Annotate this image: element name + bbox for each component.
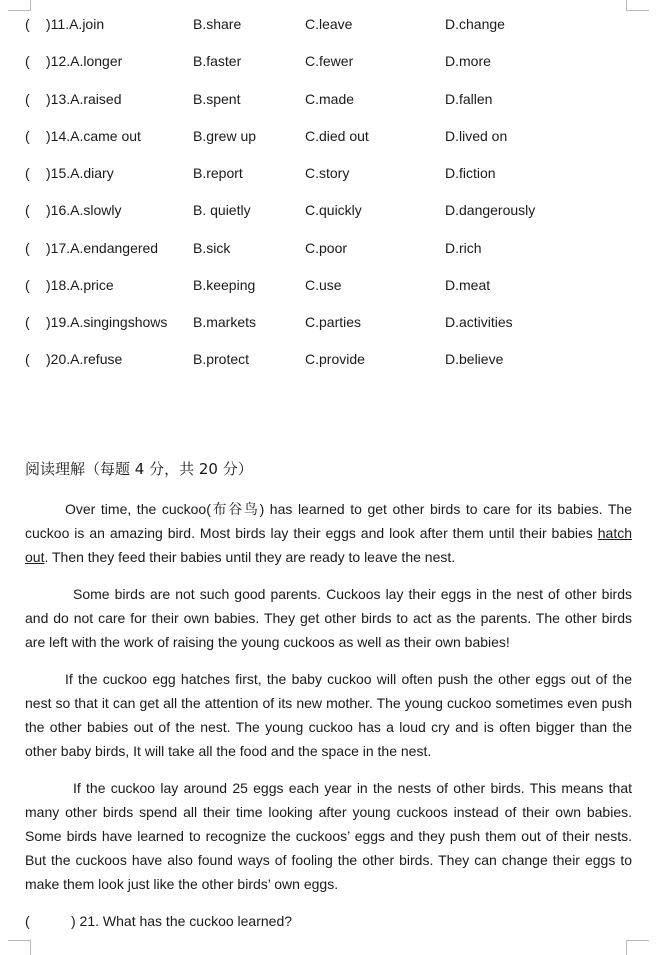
question-row	[0, 311, 657, 333]
question-row	[0, 162, 657, 184]
option-a: )15.A.diary	[46, 165, 114, 181]
option-b: B.grew up	[193, 128, 257, 144]
option-a: )12.A.longer	[46, 53, 123, 69]
option-c: C.story	[305, 165, 350, 181]
option-b: B. quietly	[193, 202, 251, 218]
option-d: D.lived on	[445, 128, 508, 144]
question-row	[0, 348, 657, 370]
option-c: C.parties	[305, 314, 362, 330]
option-c: C.made	[305, 91, 355, 107]
option-d: D.more	[445, 53, 491, 69]
page-corner-mark	[626, 940, 649, 955]
option-d: D.dangerously	[445, 202, 536, 218]
question-row	[0, 13, 657, 35]
answer-blank: (	[25, 913, 30, 929]
option-b: B.keeping	[193, 277, 256, 293]
answer-blank: (	[25, 128, 30, 144]
passage-text: If the cuckoo lay around 25 eggs each year in the nests of other birds. This means that many other birds spend all their time looking after young cuckoos instead of their own babies. Some birds have learned to recognize the cuckoos’ eggs and they push them out of their nests. But the cuckoos have also found ways of fooling the other birds. They can change their eggs to make them look just like the other birds’ own eggs.	[25, 780, 632, 892]
option-b: B.spent	[193, 91, 241, 107]
option-c: C.fewer	[305, 53, 354, 69]
answer-blank: (	[25, 240, 30, 256]
answer-blank: (	[25, 16, 30, 32]
option-a: )18.A.price	[46, 277, 114, 293]
option-b: B.sick	[193, 240, 231, 256]
question-row	[0, 125, 657, 147]
question-text: ) 21. What has the cuckoo learned?	[71, 913, 293, 929]
page-corner-mark	[626, 0, 649, 11]
passage-text: If the cuckoo egg hatches first, the baby cuckoo will often push the other eggs out of the nest so that it can get all the attention of its new mother. The young cuckoo sometimes even push the other babies out of the nest. The young cuckoo has a loud cry and is often bigger than the other baby birds, It will take all the food and the space in the nest.	[25, 671, 632, 759]
question-row	[0, 237, 657, 259]
underlined-phrase: hatch out	[25, 525, 632, 565]
passage-text: Over time, the cuckoo(布谷鸟) has learned to get other birds to care for its babies. The cuckoo is an amazing bird. Most birds lay their eggs and look after them until their babies	[25, 501, 632, 541]
option-d: D.fallen	[445, 91, 493, 107]
option-d: D.meat	[445, 277, 491, 293]
option-c: C.leave	[305, 16, 353, 32]
option-d: D.believe	[445, 351, 504, 367]
page-corner-mark	[8, 0, 31, 11]
passage-text: . Then they feed their babies until they are ready to leave the nest.	[44, 549, 456, 565]
section-title: 阅读理解（每题 4 分，共 20 分）	[25, 460, 253, 478]
option-d: D.fiction	[445, 165, 496, 181]
option-d: D.change	[445, 16, 505, 32]
option-c: C.provide	[305, 351, 365, 367]
option-a: )13.A.raised	[46, 91, 122, 107]
passage-paragraph-3	[25, 667, 632, 763]
question-row	[0, 274, 657, 296]
option-c: C.died out	[305, 128, 369, 144]
passage-text: Some birds are not such good parents. Cuckoos lay their eggs in the nest of other birds and do not care for their own babies. They get other birds to act as the parents. The other birds are left with the work of raising the young cuckoos as well as their own babies!	[25, 586, 632, 650]
option-b: B.protect	[193, 351, 250, 367]
option-d: D.activities	[445, 314, 513, 330]
passage-paragraph-1	[25, 497, 632, 569]
option-a: )14.A.came out	[46, 128, 141, 144]
passage-paragraph-2	[25, 582, 632, 654]
option-b: B.report	[193, 165, 243, 181]
option-a: )16.A.slowly	[46, 202, 122, 218]
option-a: )19.A.singingshows	[46, 314, 168, 330]
option-c: C.quickly	[305, 202, 362, 218]
option-a: )11.A.join	[46, 16, 105, 32]
option-c: C.use	[305, 277, 342, 293]
passage-paragraph-4	[25, 776, 632, 896]
answer-blank: (	[25, 202, 30, 218]
answer-blank: (	[25, 351, 30, 367]
question-row	[0, 88, 657, 110]
option-b: B.markets	[193, 314, 257, 330]
answer-blank: (	[25, 91, 30, 107]
answer-blank: (	[25, 53, 30, 69]
option-a: )17.A.endangered	[46, 240, 159, 256]
page-corner-mark	[8, 940, 31, 955]
answer-blank: (	[25, 165, 30, 181]
option-d: D.rich	[445, 240, 482, 256]
option-b: B.share	[193, 16, 242, 32]
option-a: )20.A.refuse	[46, 351, 123, 367]
answer-blank: (	[25, 277, 30, 293]
answer-blank: (	[25, 314, 30, 330]
question-row	[0, 50, 657, 72]
option-b: B.faster	[193, 53, 242, 69]
option-c: C.poor	[305, 240, 348, 256]
question-row	[0, 199, 657, 221]
